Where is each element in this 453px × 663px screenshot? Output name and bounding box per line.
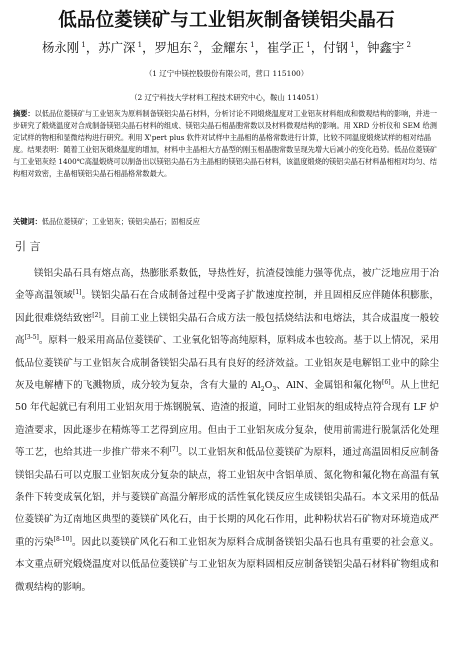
author-name: 杨永刚 (42, 40, 80, 55)
intro-text: 。因此以菱镁矿风化石和工业铝灰为原料合成制备镁铝尖晶石也具有重要的社会意义。本文重点研究煅烧温度对以低品位菱镁矿与工业铝灰为原料固相反应制备镁铝尖晶石材料矿物组成和微观结构的影响。 (15, 536, 439, 593)
abstract-text: 以低品位菱镁矿与工业铝灰为原料制备镁铝尖晶石材料，分析讨论不同煅烧温度对工业铝灰材料组成和微观结构的影响，并进一步研究了煅烧温度对合成制备镁铝尖晶石材料的组成、镁铝尖晶石相晶胞常数以及材料微观结构的影响。用 XRD 分析仪和 SEM 给测定试样的物相和显微结构进行研究。利用 X'pert plus 软件对试样中主晶相的晶格常数进行计算，比较不同温度煅烧试样的相对结晶度。结果表明：随着工业铝灰煅烧温度的增加，材料中主晶相大方晶型的刚玉相晶胞常数呈现先增大后减小的变化趋势。低品位菱镁矿与工业铝灰经 1400℃高温煅烧可以制备出以镁铝尖晶石为主晶相的镁铝尖晶石材料，该温度煅烧的镁铝尖晶石材料晶相相对均匀、结构相对致密，主晶相镁铝尖晶石相晶格常数最大。 (13, 109, 438, 179)
author-affiliation-mark: 1 (135, 40, 143, 49)
section-heading-introduction: 引 言 (15, 240, 41, 253)
author-separator: ， (310, 40, 324, 55)
abstract (13, 108, 441, 181)
author-affiliation-mark: 1 (79, 40, 86, 49)
citation-ref: [7] (169, 446, 179, 454)
author-separator: ， (198, 40, 211, 55)
intro-text: 、AlN、金属铝和氟化物 (276, 380, 383, 392)
citation-ref: [8-10] (53, 535, 72, 543)
keywords-text: 低品位菱镁矿；工业铝灰；镁铝尖晶石；固相反应 (41, 217, 200, 226)
author-name: 金耀东 (210, 40, 248, 55)
author-list (0, 38, 453, 56)
author-name: 钟鑫宇 (367, 40, 405, 55)
affiliation-1: （1 辽宁中镁控股股份有限公司，营口 115100） (144, 69, 309, 78)
author-name: 付钢 (323, 40, 349, 55)
paper-title: 低品位菱镁矿与工业铝灰制备镁铝尖晶石 (58, 10, 395, 31)
author-separator: ， (254, 40, 268, 55)
formula-subscript: 3 (272, 385, 277, 393)
keywords (13, 217, 441, 227)
intro-text: O (264, 380, 273, 392)
intro-text: 。原料一般采用高品位菱镁矿、工业氧化铝等高纯原料，原料成本也较高。基于以上情况，采用低品位菱镁矿与工业铝灰合成制备镁铝尖晶石具有良好的经济效益。工业铝灰是电解铝工业中的除尘灰及电解槽下的飞溅物质，成分较为复杂，含有大量的 Al (15, 335, 439, 392)
citation-ref: [3-5] (24, 334, 39, 342)
intro-text: 。镁铝尖晶石在合成制备过程中受离子扩散速度控制，并且固相反应伴随体积膨胀，因此很难烧结致密 (15, 290, 439, 324)
intro-text: 。目前工业上镁铝尖晶石合成方法一般包括烧结法和电熔法，其合成温度一般较高 (15, 312, 439, 347)
author-affiliation-mark: 2 (404, 40, 411, 49)
author-separator: ， (85, 40, 99, 55)
affiliation-2: （2 辽宁科技大学材料工程技术研究中心，鞍山 114051） (130, 93, 323, 102)
author-affiliation-mark: 1 (247, 40, 255, 49)
author-separator: ， (142, 40, 155, 55)
citation-ref: [2] (92, 311, 101, 319)
author-affiliation-mark: 2 (191, 40, 199, 49)
citation-ref: [1] (72, 289, 82, 297)
intro-text: 镁铝尖晶石具有熔点高，热膨胀系数低，导热性好，抗渣侵蚀能力强等优点，被广泛地应用于冶金等高温领域 (15, 268, 439, 302)
citation-ref: [6] (382, 378, 391, 386)
intro-text: 。以工业铝灰和低品位菱镁矿为原料，通过高温固相反应制备镁铝尖晶石可以克服工业铝灰成分复杂的缺点，将工业铝灰中含铝单质、氮化物和氟化物在高温有氧条件下转变成氧化铝，并与菱镁矿高温分解形成的活性氧化镁反应生成镁铝尖晶石。本文采用的低品位菱镁矿为辽南地区典型的菱镁矿风化石，由于长期的风化石作用，此种粉状岩石矿物对环境造成严重的污染 (15, 447, 439, 548)
abstract-label: 摘要： (13, 109, 35, 118)
keywords-label: 关键词： (13, 217, 42, 226)
author-affiliation-mark: 1 (348, 40, 355, 49)
author-affiliation-mark: 1 (304, 40, 311, 49)
author-name: 罗旭东 (154, 40, 192, 55)
formula-subscript: 2 (260, 385, 265, 393)
intro-text: 。从上世纪 50 年代起就已有利用工业铝灰用于炼钢脱氧、造渣的报道，同时工业铝灰的组成特点符合现有 LF 炉造渣要求，因此逐步在精炼等工艺得到应用。但由于工业铝灰成分复杂，使用前需进行脱氯活化处理等工艺，也给其进一步推广带来不利 (15, 380, 439, 459)
author-separator: ， (354, 40, 368, 55)
author-name: 苏广深 (98, 40, 136, 55)
introduction-body (15, 263, 439, 599)
author-name: 崔学正 (267, 40, 305, 55)
